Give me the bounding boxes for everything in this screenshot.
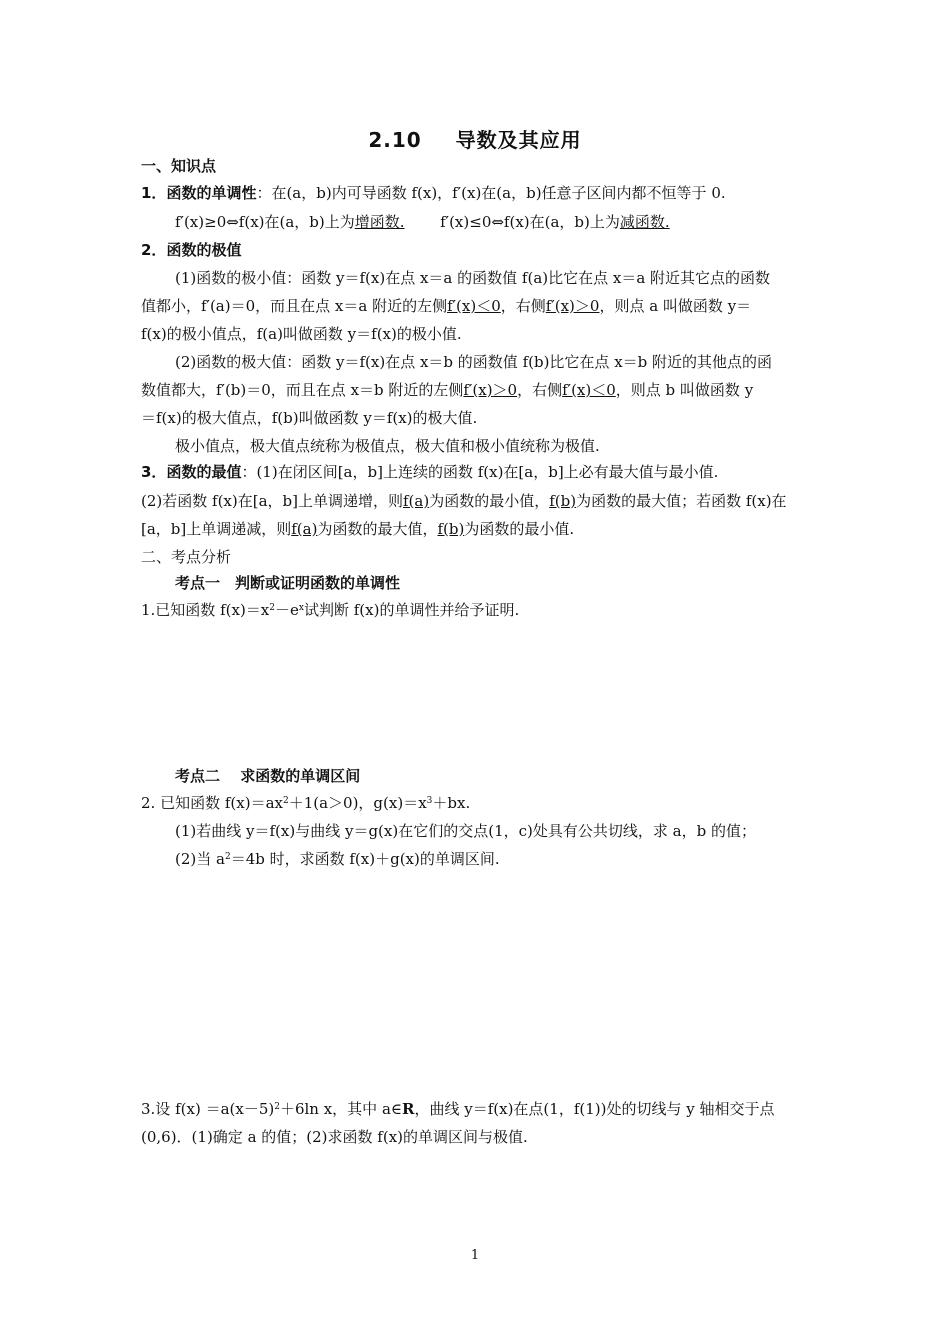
question-1: 1.已知函数 $f(x)=x^2-e^x$试判断 f(x)的单调性并给予证明. xyxy=(141,601,520,619)
underline-decreasing: 减函数. xyxy=(619,213,670,231)
k3-line2: (2)若函数 f(x)在[a，b]上单调递增，则f(a)为函数的最小值，f(b)为函数的最大值；若函数 f(x)在 xyxy=(141,492,787,510)
section-title: 导数及其应用 xyxy=(455,128,582,152)
k2-summary: 极小值点，极大值点统称为极值点，极大值和极小值统称为极值. xyxy=(175,437,600,455)
k2-max-line1: (2)函数的极大值：函数 y＝f(x)在点 x＝b 的函数值 f(b)比它在点 x＝b 附近的其他点的函 xyxy=(175,353,773,371)
k2-min-line1: (1)函数的极小值：函数 y＝f(x)在点 x＝a 的函数值 f(a)比它在点 x＝a 附近其它点的函数 xyxy=(175,269,771,287)
section-number: 2.10 xyxy=(368,128,422,152)
k3-line3: [a，b]上单调递减，则f(a)为函数的最大值，f(b)为函数的最小值. xyxy=(141,520,575,538)
heading-analysis: 二、考点分析 xyxy=(141,548,232,566)
k3-line1: 3．函数的最值：(1)在闭区间[a，b]上连续的函数 f(x)在[a，b]上必有最大值与最小值. xyxy=(141,463,719,481)
page-title xyxy=(0,124,950,153)
k1-label: 函数的单调性 xyxy=(166,184,257,202)
heading-kd2: 考点二 求函数的单调区间 xyxy=(175,767,361,785)
question-3-line2: (0,6)．(1)确定 a 的值；(2)求函数 f(x)的单调区间与极值. xyxy=(141,1128,528,1146)
question-2: 2. 已知函数 $f(x)=ax^2+1(a>0)$，$g(x)=x^3+bx$. xyxy=(141,794,471,812)
k1-line1: 1．函数的单调性：在(a，b)内可导函数 f(x)，f′(x)在(a，b)任意子区间内都不恒等于 0. xyxy=(141,184,726,202)
question-2-part1: (1)若曲线 y＝f(x)与曲线 y＝g(x)在它们的交点(1，c)处具有公共切线，求 a，b 的值； xyxy=(175,822,756,840)
underline-increasing: 增函数. xyxy=(354,213,405,231)
k2-max-line3: ＝f(x)的极大值点，f(b)叫做函数 y＝f(x)的极大值. xyxy=(141,409,478,427)
heading-knowledge: 一、知识点 xyxy=(141,157,217,175)
k2-heading: 2．函数的极值 xyxy=(141,241,242,259)
k1-line2: f′(x)≥0⇔f(x)在(a，b)上为增函数. f′(x)≤0⇔f(x)在(a，b)上为减函数. xyxy=(175,213,670,231)
k2-min-line2: 值都小，f′(a)＝0，而且在点 x＝a 附近的左侧f′(x)＜0，右侧f′(x)＞0，则点 a 叫做函数 y＝ xyxy=(141,297,752,315)
question-3-line1: 3.设 $f(x) =a(x-5)^2+6\ln$ x，其中 a∈R，曲线 y＝f(x)在点(1，f(1))处的切线与 y 轴相交于点 xyxy=(141,1100,775,1118)
question-2-part2: (2)当 $a^2=4b$ 时，求函数 f(x)＋g(x)的单调区间. xyxy=(175,850,500,868)
k2-max-line2: 数值都大，f′(b)＝0，而且在点 x＝b 附近的左侧f′(x)＞0，右侧f′(x)＜0，则点 b 叫做函数 y xyxy=(141,381,754,399)
k2-min-line3: f(x)的极小值点，f(a)叫做函数 y＝f(x)的极小值. xyxy=(141,325,462,343)
heading-kd1: 考点一 判断或证明函数的单调性 xyxy=(175,574,401,592)
page-number: 1 xyxy=(470,1248,480,1263)
